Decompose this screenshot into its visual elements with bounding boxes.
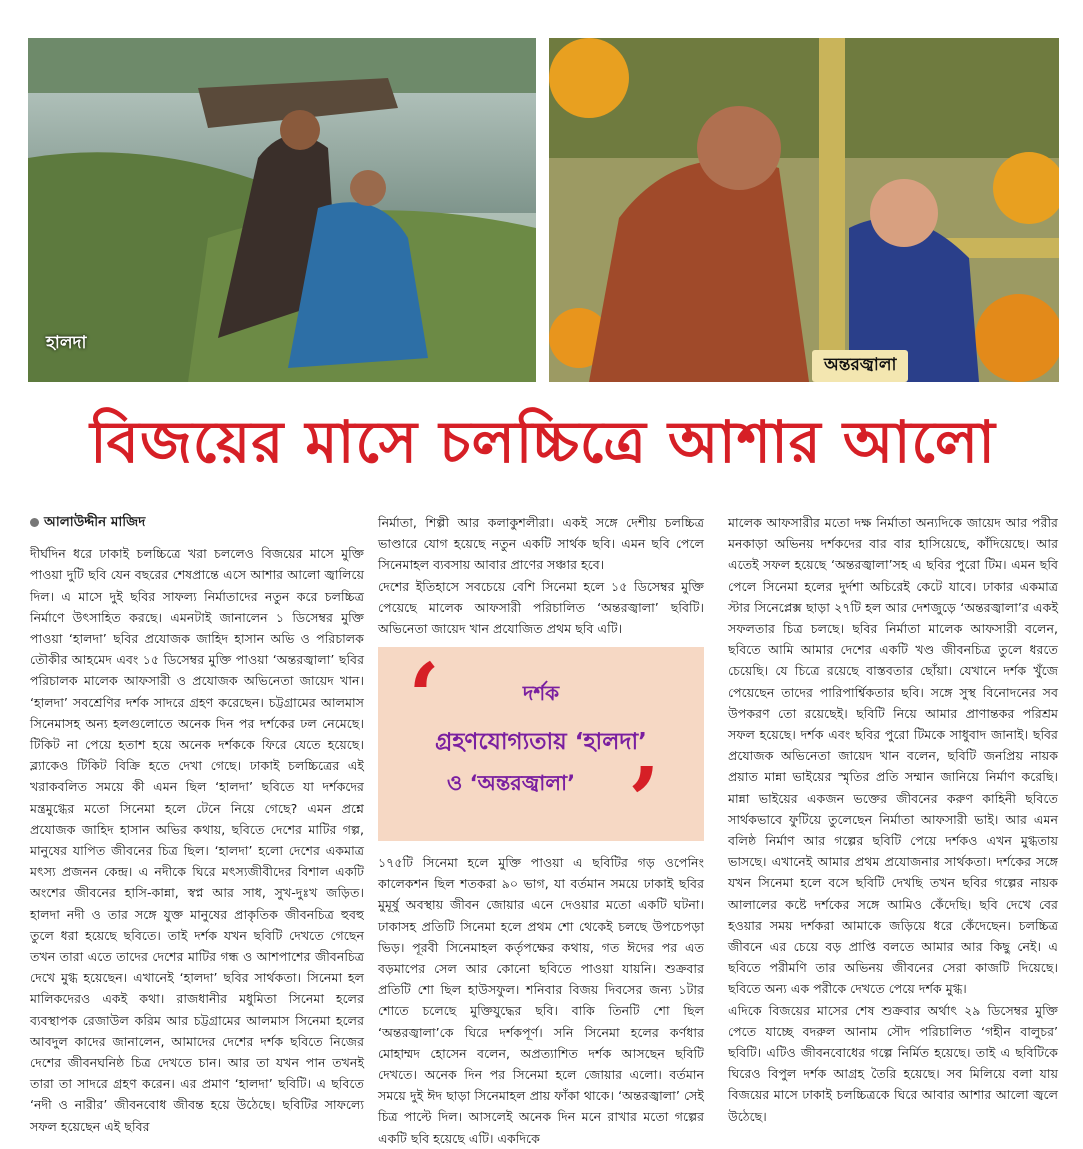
column-3	[728, 512, 1058, 1127]
photo-ontorjala-image	[549, 38, 1059, 382]
bullet-icon	[30, 518, 39, 527]
column-2-top	[378, 512, 704, 639]
column-2-paragraph-3: ১৭৫টি সিনেমা হলে মুক্তি পাওয়া এ ছবিটির গড় ওপেনিং কালেকশন ছিল শতকরা ৯০ ভাগ, যা বর্তমান সময়ে ঢাকাই ছবির মুমূর্ষু অবস্থায় জীবন জোয়ার এনে দেওয়ার মতো একটি ঘটনা। ঢাকাসহ প্রতিটি সিনেমা হলে প্রথম শো থেকেই চলছে উপচেপড়া ভিড়। পূরবী সিনেমাহল কর্তৃপক্ষের কথায়, গত ঈদের পর এত বড়মাপের সেল আর কোনো ছবিতে পাওয়া যায়নি। শুক্রবার প্রতিটি শো ছিল হাউসফুল। শনিবার বিজয় দিবসের জন্য ১টার শোতে চলেছে মুক্তিযুদ্ধের ছবি। বাকি তিনটি শো ছিল ‘অন্তরজ্বালা’কে ঘিরে দর্শকপূর্ণ। সনি সিনেমা হলের কর্ণধার মোহাম্মদ হোসেন বলেন, অপ্রত্যাশিত দর্শক আসছেন ছবিটি দেখতে। অনেক দিন পর সিনেমা হলে জোয়ার এলো। বর্তমান সময়ে দুই ঈদ ছাড়া সিনেমাহল প্রায় ফাঁকা থাকে। ‘অন্তরজ্বালা’ সেই চিত্র পাল্টে দিল। আসলেই অনেক দিন মনে রাখার মতো গল্পের একটি ছবি হয়েছে এটি। একদিকে	[378, 855, 704, 1146]
photo-ontorjala	[549, 38, 1059, 382]
column-1-text: দীর্ঘদিন ধরে ঢাকাই চলচ্চিত্রে খরা চললেও বিজয়ের মাসে মুক্তি পাওয়া দুটি ছবি যেন বছরের শেষপ্রান্তে এসে আশার আলো জ্বালিয়ে দিল। এ মাসে দুই ছবির সাফল্য নির্মাতাদের নতুন করে চলচ্চিত্র নির্মাণে উৎসাহিত করছে। এমনটাই জানালেন ১ ডিসেম্বর মুক্তি পাওয়া ‘হালদা’ ছবির প্রযোজক জাহিদ হাসান অভি ও পরিচালক তৌকীর আহমেদ এবং ১৫ ডিসেম্বর মুক্তি পাওয়া ‘অন্তরজ্বালা’ ছবির পরিচালক মালেক আফসারী ও প্রযোজক অভিনেতা জায়েদ খান। ‘হালদা’ সবশ্রেণির দর্শক সাদরে গ্রহণ করেছেন। চট্টগ্রামের আলমাস সিনেমাসহ অন্য হলগুলোতে অনেক দিন পর দর্শকের ঢল নেমেছে। টিকিট না পেয়ে হতাশ হয়ে অনেক দর্শককে ফিরে যেতে হয়েছে। ব্ল্যাকেও টিকিট বিক্রি হতে দেখা গেছে। ঢাকাই চলচ্চিত্রের এই খরাকবলিত সময়ে কী এমন ছিল ‘হালদা’ ছবিতে যা দর্শকদের মন্ত্রমুগ্ধের মতো সিনেমা হলে টেনে নিয়ে গেছে? এমন প্রশ্নে প্রযোজক জাহিদ হাসান অভির কথায়, ছবিতে দেশের মাটির গল্প, মানুষের যাপিত জীবনের চিত্র ছিল। ‘হালদা’ হলো দেশের একমাত্র মৎস্য প্রজনন কেন্দ্র। এ নদীকে ঘিরে মৎস্যজীবীদের বিশাল একটি অংশের জীবনের হাসি-কান্না, স্বপ্ন আর সাধ, সুখ-দুঃখ জড়িত। হালদা নদী ও তার সঙ্গে যুক্ত মানুষের প্রাকৃতিক জীবনচিত্র হুবহু তুলে ধরা হয়েছে ছবিতে। তাই দর্শক যখন ছবিটি দেখতে গেছেন তখন তারা এতে তাদের দেশের মাটির গন্ধ ও আশপাশের জীবনচিত্র দেখে মুগ্ধ হয়েছেন। এখানেই ‘হালদা’ ছবির সার্থকতা। সিনেমা হল মালিকদেরও একই কথা। রাজধানীর মধুমিতা সিনেমা হলের ব্যবস্থাপক রেজাউল করিম আর চট্টগ্রামের আলমাস সিনেমা হলের আবদুল কাদের জানালেন, আমাদের দেশের দর্শক ছবিতে নিজের দেশের জীবনঘনিষ্ঠ চিত্র দেখতে চান। আর তা যখন পান তখনই তারা তা সাদরে গ্রহণ করেন। এর প্রমাণ ‘হালদা’ ছবিটি। এ ছবিতে ‘নদী ও নারীর’ জীবনবোধ জীবন্ত হয়ে উঠেছে। ছবিটির সাফল্যে সফল হয়েছেন এই ছবির	[30, 546, 364, 1134]
pull-quote-line-3: ও ‘অন্তরজ্বালা’	[446, 771, 576, 795]
open-quote-mark: ‘	[408, 643, 441, 751]
pull-quote-line-1: দর্শক	[522, 681, 560, 705]
photo-halda-image	[28, 38, 536, 382]
pull-quote-line-2: গ্রহণযোগ্যতায় ‘হালদা’	[435, 729, 647, 755]
column-1	[30, 512, 364, 1137]
column-2-paragraph-2: দেশের ইতিহাসে সবচেয়ে বেশি সিনেমা হলে ১৫ ডিসেম্বর মুক্তি পেয়েছে মালেক আফসারী পরিচালিত ‘অন্তরজ্বালা’ ছবিটি। অভিনেতা জায়েদ খান প্রযোজিত প্রথম ছবি এটি।	[378, 578, 704, 637]
byline-author: আলাউদ্দীন মাজিদ	[44, 514, 146, 530]
photo-halda-caption: হালদা	[46, 333, 87, 353]
byline	[30, 512, 364, 533]
column-2-paragraph-1: নির্মাতা, শিল্পী আর কলাকুশলীরা। একই সঙ্গে দেশীয় চলচ্চিত্র ভাণ্ডারে যোগ হয়েছে নতুন একটি সার্থক ছবি। এমন ছবি পেলে সিনেমাহল ব্যবসায় আবার প্রাণের সঞ্চার হবে।	[378, 515, 704, 573]
headline: বিজয়ের মাসে চলচ্চিত্রে আশার আলো	[90, 408, 996, 476]
pull-quote	[378, 643, 704, 855]
photo-ontorjala-caption: অন্তরজ্বালা	[812, 350, 908, 382]
close-quote-mark: ’	[628, 747, 661, 855]
column-3-paragraph-1: মালেক আফসারীর মতো দক্ষ নির্মাতা অন্যদিকে জায়েদ আর পরীর মনকাড়া অভিনয় দর্শকদের বার বার হাসিয়েছে, কাঁদিয়েছে। আর এতেই সফল হয়েছে ‘অন্তরজ্বালা’সহ এ ছবির পুরো টিম। এমন ছবি পেলে সিনেমা হলের দুর্দশা অচিরেই কেটে যাবে। ঢাকার একমাত্র স্টার সিনেপ্লেক্স ছাড়া ২৭টি হল আর দেশজুড়ে ‘অন্তরজ্বালা’র একই সফলতার চিত্র চলছে। ছবির নির্মাতা মালেক আফসারী বলেন, ছবিতে আমি আমার দেশের একটি খণ্ড জীবনচিত্র তুলে ধরতে চেয়েছি। যে চিত্রে রয়েছে বাস্তবতার ছোঁয়া। যেখানে দর্শক খুঁজে পেয়েছেন তাদের পারিপার্শ্বিকতার ছবি। সঙ্গে সুস্থ বিনোদনের সব উপকরণ তো রয়েছেই। ছবিটি নিয়ে আমার প্রাণান্তকর পরিশ্রম সফল হয়েছে। দর্শক এবং ছবির পুরো টিমকে সাধুবাদ জানাই। ছবির প্রযোজক অভিনেতা জায়েদ খান বলেন, ছবিটি জনপ্রিয় নায়ক প্রয়াত মান্না ভাইয়ের স্মৃতির প্রতি সম্মান জানিয়ে নির্মাণ করেছি। মান্না ভাইয়ের একজন ভক্তের জীবনের করুণ কাহিনী ছবিতে সার্থকভাবে ফুটিয়ে তুলেছেন নির্মাতা আফসারী ভাই। আর এমন বলিষ্ঠ নির্মাণ আর গল্পের ছবিটি পেয়ে দর্শকও এখন মুগ্ধতায় ভাসছে। এখানেই আমার প্রথম প্রযোজনার সার্থকতা। দর্শকের সঙ্গে যখন সিনেমা হলে বসে ছবিটি দেখছি তখন ছবির গল্পের নায়ক আলালের কষ্টে দর্শকের সঙ্গে আমিও কেঁদেছি। ছবি দেখে বের হওয়ার সময় দর্শকরা আমাকে জড়িয়ে ধরে কেঁদেছেন। চলচ্চিত্র জীবনে এর চেয়ে বড় প্রাপ্তি বলতে আমার আর কিছু নেই। এ ছবিতে পরীমণি তার অভিনয় জীবনের সেরা কাজটি দিয়েছে। ছবিতে অন্য এক পরীকে দেখতে পেয়ে দর্শক মুগ্ধ।	[728, 515, 1058, 997]
column-3-paragraph-2: এদিকে বিজয়ের মাসের শেষ শুক্রবার অর্থাৎ ২৯ ডিসেম্বর মুক্তি পেতে যাচ্ছে বদরুল আনাম সৌদ পরিচালিত ‘গহীন বালুচর’ ছবিটি। এটিও জীবনবোধের গল্পে নির্মিত হয়েছে। তাই এ ছবিটিকে ঘিরেও বিপুল দর্শক আগ্রহ তৈরি হয়েছে। সব মিলিয়ে বলা যায় বিজয়ের মাসে ঢাকাই চলচ্চিত্রকে ঘিরে আবার আশার আলো জ্বলে উঠেছে।	[728, 1002, 1058, 1124]
column-2-bottom	[378, 852, 704, 1149]
photo-halda	[28, 38, 536, 382]
